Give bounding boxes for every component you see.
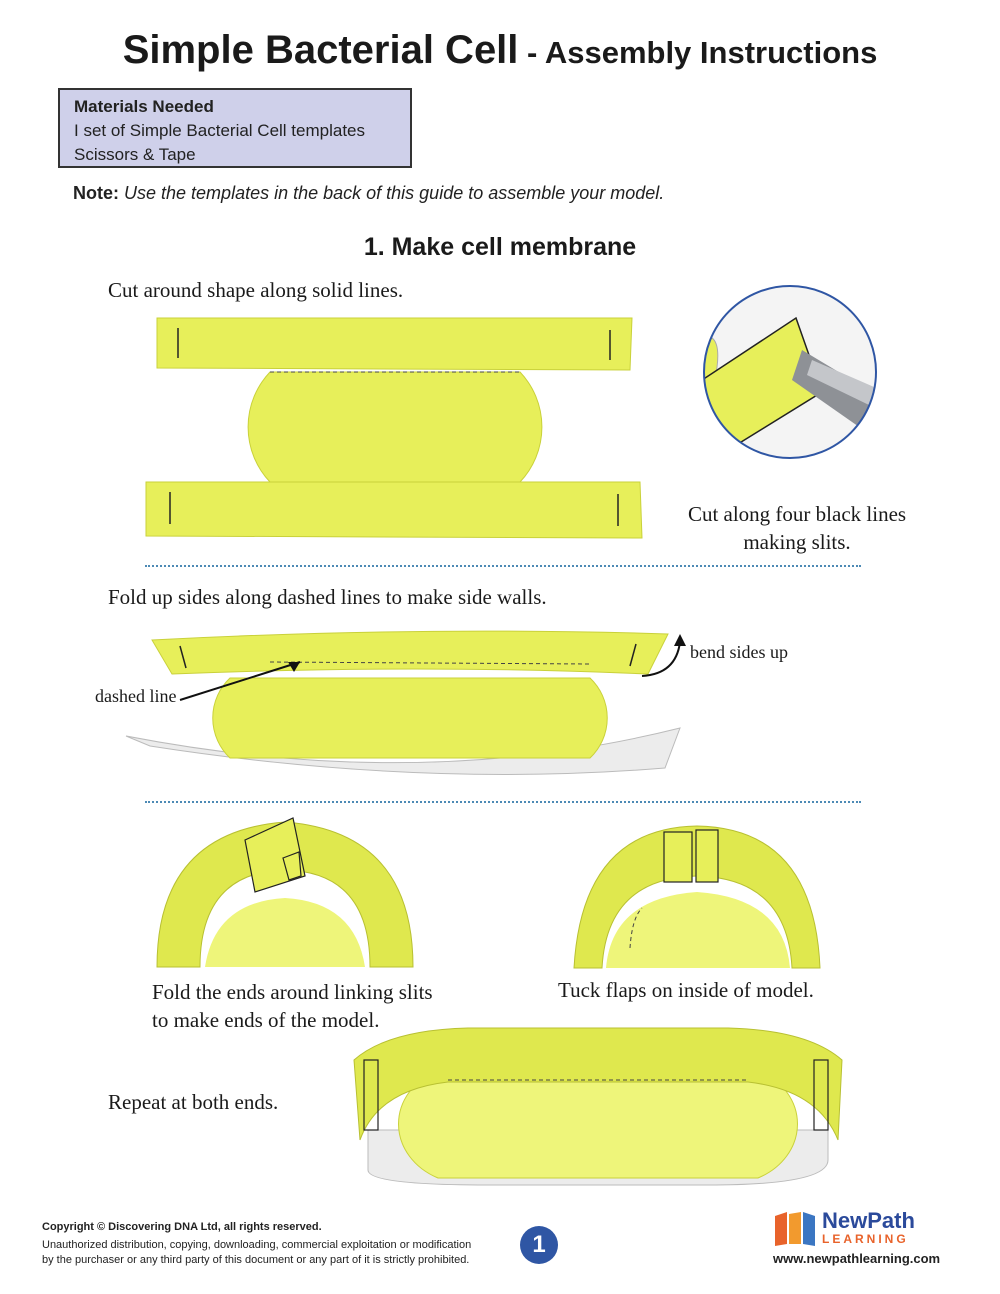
title-main: Simple Bacterial Cell bbox=[122, 28, 519, 72]
logo-bottom: LEARNING bbox=[822, 1232, 909, 1246]
caption-cut-lines bbox=[672, 500, 922, 556]
caption-repeat: Repeat at both ends. bbox=[108, 1090, 279, 1114]
inner-base bbox=[205, 898, 365, 967]
note bbox=[73, 183, 664, 204]
oval-base bbox=[399, 1070, 798, 1178]
newpath-logo-icon bbox=[773, 1210, 821, 1248]
caption-cut-shape: Cut around shape along solid lines. bbox=[108, 278, 404, 302]
legal-line: by the purchaser or any third party of this document or any part of it is strictly prohibited. bbox=[42, 1254, 470, 1266]
legal-line: Unauthorized distribution, copying, downloading, commercial exploitation or modification bbox=[42, 1239, 472, 1251]
flap bbox=[664, 832, 692, 882]
side-wall bbox=[152, 631, 668, 674]
website-url: www.newpathlearning.com bbox=[773, 1251, 941, 1266]
completed-model-photo bbox=[348, 1020, 848, 1190]
tuck-flaps-photo bbox=[572, 818, 822, 970]
materials-item: Scissors & Tape bbox=[74, 145, 196, 164]
divider bbox=[145, 565, 861, 567]
caption-tuck-flaps: Tuck flaps on inside of model. bbox=[558, 978, 814, 1002]
flap bbox=[696, 830, 718, 882]
page-title bbox=[0, 28, 1000, 73]
step-heading: 1. Make cell membrane bbox=[363, 233, 637, 261]
top-strip bbox=[157, 318, 632, 370]
fold-ends-photo bbox=[155, 812, 415, 972]
materials-item: I set of Simple Bacterial Cell templates bbox=[74, 121, 366, 140]
inner-base bbox=[606, 892, 790, 968]
title-sep: - bbox=[518, 35, 545, 70]
fold-sides-photo bbox=[120, 618, 710, 798]
scissors-inset-photo bbox=[672, 280, 912, 464]
label-dashed-line: dashed line bbox=[95, 686, 177, 706]
caption-line: making slits. bbox=[743, 530, 851, 554]
copyright: Copyright © Discovering DNA Ltd, all rights reserved. bbox=[42, 1221, 322, 1233]
caption-fold-sides: Fold up sides along dashed lines to make side walls. bbox=[108, 585, 547, 609]
template-photo bbox=[140, 310, 660, 550]
bottom-strip bbox=[146, 482, 642, 538]
caption-line: Fold the ends around linking slits bbox=[152, 980, 433, 1004]
oval-base bbox=[248, 372, 542, 482]
page-number: 1 bbox=[520, 1226, 558, 1264]
legal-notice bbox=[42, 1238, 512, 1268]
oval-base bbox=[213, 678, 608, 758]
caption-line: Cut along four black lines bbox=[687, 502, 907, 526]
label-bend-sides: bend sides up bbox=[690, 642, 788, 662]
title-sub: Assembly Instructions bbox=[544, 35, 878, 70]
logo-top: NewPath bbox=[822, 1208, 915, 1233]
materials-box bbox=[58, 88, 412, 168]
arrow-head bbox=[674, 634, 686, 646]
caption-line: to make ends of the model. bbox=[152, 1008, 380, 1032]
divider bbox=[145, 801, 861, 803]
note-label: Note: bbox=[73, 183, 119, 203]
materials-heading: Materials Needed bbox=[74, 97, 214, 116]
note-text: Use the templates in the back of this guide to assemble your model. bbox=[124, 183, 665, 203]
logo-wordmark bbox=[822, 1210, 915, 1246]
